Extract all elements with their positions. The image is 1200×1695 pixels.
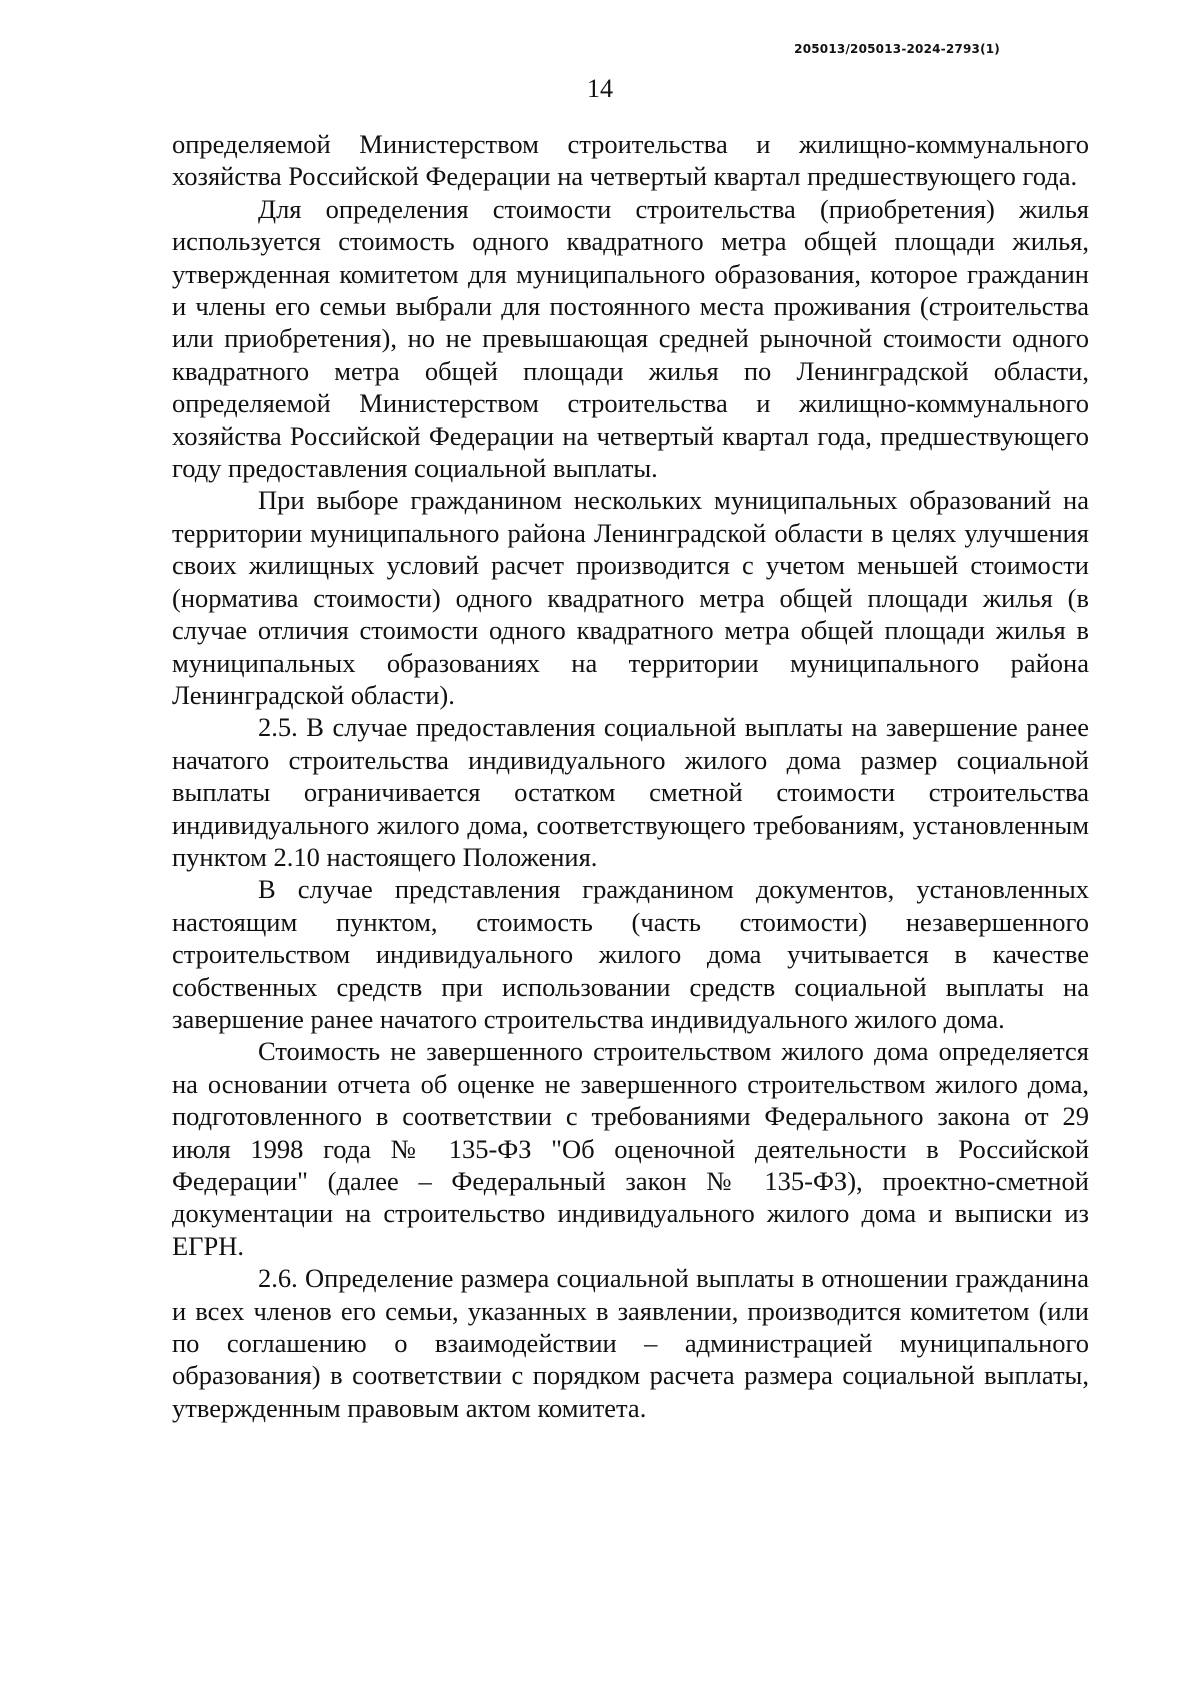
paragraph-continuation: определяемой Министерством строительства и жилищно-коммунального хозяйства Российской Федерации на четвертый квартал предшествующего года.	[172, 129, 1089, 192]
paragraph: Стоимость не завершенного строительством жилого дома определяется на основании отчета об оценке не завершенного строительством жилого дома, подготовленного в соответствии с требованиями Федерального закона от 29 июля 1998 года № 135-ФЗ "Об оценочной деятельности в Российской Федерации" (далее – Федеральный закон № 135-ФЗ), проектно-сметной документации на строительство индивидуального жилого дома и выписки из ЕГРН.	[172, 1036, 1089, 1261]
page-number: 14	[587, 74, 613, 103]
paragraph: При выборе гражданином нескольких муниципальных образований на территории муниципального района Ленинградской области в целях улучшения своих жилищных условий расчет производится с учетом меньшей стоимости (норматива стоимости) одного квадратного метра общей площади жилья (в случае отличия стоимости одного квадратного метра общей площади жилья в муниципальных образованиях на территории муниципального района Ленинградской области).	[172, 485, 1089, 710]
paragraph: В случае представления гражданином документов, установленных настоящим пунктом, стоимость (часть стоимости) незавершенного строительством индивидуального жилого дома учитывается в качестве собственных средств при использовании средств социальной выплаты на завершение ранее начатого строительства индивидуального жилого дома.	[172, 874, 1089, 1034]
document-body	[172, 128, 1089, 1424]
paragraph: Для определения стоимости строительства (приобретения) жилья используется стоимость одного квадратного метра общей площади жилья, утвержденная комитетом для муниципального образования, которое гражданин и члены его семьи выбрали для постоянного места проживания (строительства или приобретения), но не превышающая средней рыночной стоимости одного квадратного метра общей площади жилья по Ленинградской области, определяемой Министерством строительства и жилищно-коммунального хозяйства Российской Федерации на четвертый квартал года, предшествующего году предоставления социальной выплаты.	[172, 193, 1089, 484]
document-id: 205013/205013-2024-2793(1)	[794, 42, 1000, 56]
paragraph: 2.5. В случае предоставления социальной выплаты на завершение ранее начатого строительства индивидуального жилого дома размер социальной выплаты ограничивается остатком сметной стоимости строительства индивидуального жилого дома, соответствующего требованиям, установленным пунктом 2.10 настоящего Положения.	[172, 712, 1089, 872]
paragraph: 2.6. Определение размера социальной выплаты в отношении гражданина и всех членов его семьи, указанных в заявлении, производится комитетом (или по соглашению о взаимодействии – администрацией муниципального образования) в соответствии с порядком расчета размера социальной выплаты, утвержденным правовым актом комитета.	[172, 1263, 1089, 1423]
